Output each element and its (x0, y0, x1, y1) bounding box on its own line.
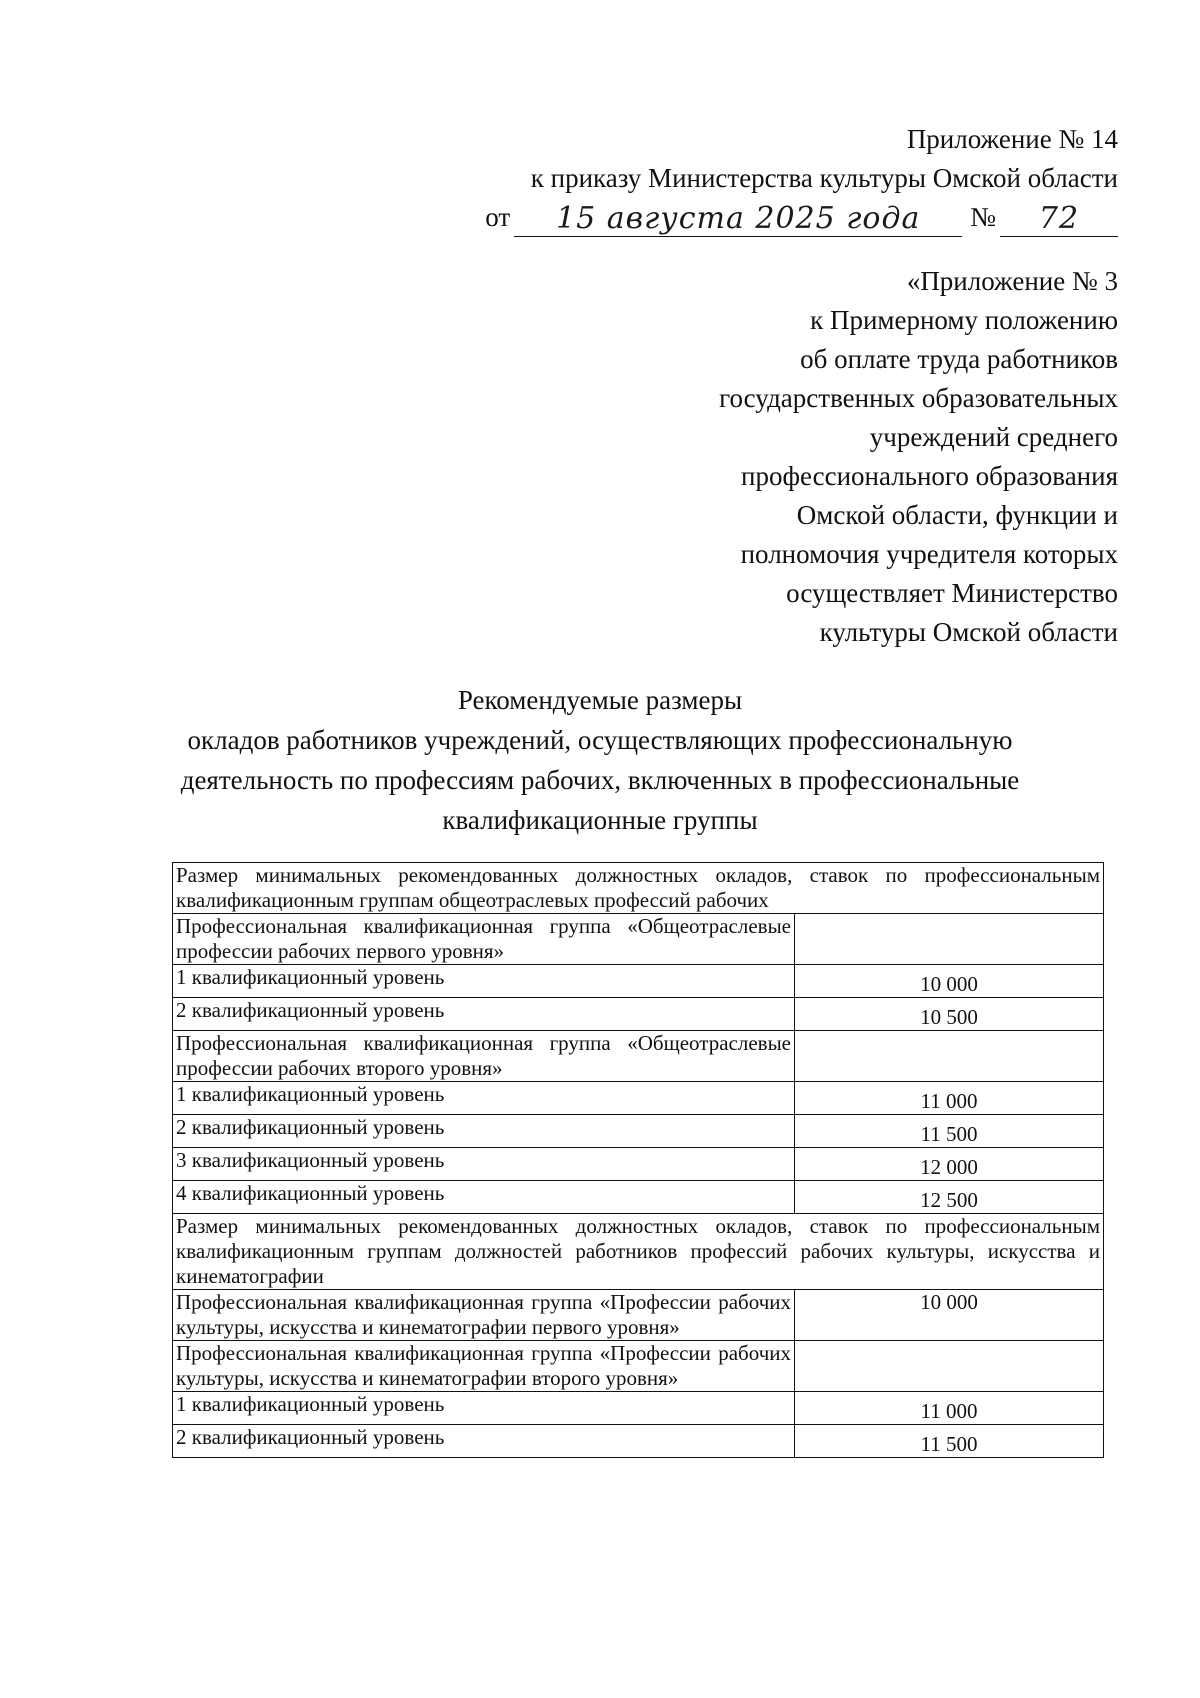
group-value-empty (795, 1341, 1104, 1392)
group-row (173, 1290, 1104, 1341)
level-value: 10 000 (795, 965, 1104, 998)
appendix3-line: учреждений среднего (869, 422, 1118, 452)
level-label: 1 квалификационный уровень (173, 965, 795, 998)
section-row (173, 863, 1104, 914)
appendix3-line: «Приложение № 3 (906, 266, 1118, 296)
appendix3-line: культуры Омской области (819, 617, 1118, 647)
group-row (173, 1341, 1104, 1392)
appendix-3-reference (719, 262, 1118, 652)
table-row (173, 1082, 1104, 1115)
appendix3-line: к Примерному положению (810, 305, 1118, 335)
table-row (173, 1148, 1104, 1181)
document-title (0, 680, 1200, 840)
level-label: 3 квалификационный уровень (173, 1148, 795, 1181)
date-prefix: от (485, 202, 511, 232)
ministry-order-line: к приказу Министерства культуры Омской области (530, 163, 1118, 193)
group-label: Профессиональная квалификационная группа «Общеотраслевые профессии рабочих второго уровня» (173, 1031, 795, 1082)
appendix3-line: полномочия учредителя которых (740, 539, 1118, 569)
level-value: 11 500 (795, 1425, 1104, 1458)
level-label: 1 квалификационный уровень (173, 1392, 795, 1425)
group-value-empty (795, 914, 1104, 965)
level-value: 12 500 (795, 1181, 1104, 1214)
level-value: 10 500 (795, 998, 1104, 1031)
title-line: деятельность по профессиям рабочих, включенных в профессиональные (180, 765, 1020, 795)
table-row (173, 1115, 1104, 1148)
section-row (173, 1214, 1104, 1290)
appendix3-line: Омской области, функции и (796, 500, 1118, 530)
salary-table (172, 862, 1104, 1458)
group-label: Профессиональная квалификационная группа «Профессии рабочих культуры, искусства и кинематографии первого уровня» (173, 1290, 795, 1341)
table-row (173, 1392, 1104, 1425)
order-reference (485, 120, 1118, 237)
appendix3-line: осуществляет Министерство (786, 578, 1118, 608)
level-value: 11 000 (795, 1392, 1104, 1425)
title-line: окладов работников учреждений, осуществляющих профессиональную (187, 725, 1013, 755)
handwritten-number: 72 (1000, 202, 1118, 237)
appendix-14-line: Приложение № 14 (906, 124, 1118, 154)
number-sign: № (970, 202, 996, 232)
table-row (173, 965, 1104, 998)
appendix3-line: государственных образовательных (719, 383, 1118, 413)
level-label: 2 квалификационный уровень (173, 998, 795, 1031)
table-row (173, 1425, 1104, 1458)
order-date-line (485, 198, 1118, 237)
level-label: 4 квалификационный уровень (173, 1181, 795, 1214)
group-value: 10 000 (795, 1290, 1104, 1341)
level-label: 1 квалификационный уровень (173, 1082, 795, 1115)
level-value: 11 500 (795, 1115, 1104, 1148)
appendix3-line: об оплате труда работников (800, 344, 1118, 374)
group-label: Профессиональная квалификационная группа «Общеотраслевые профессии рабочих первого уровня» (173, 914, 795, 965)
level-label: 2 квалификационный уровень (173, 1115, 795, 1148)
section-header-culture: Размер минимальных рекомендованных должностных окладов, ставок по профессиональным квалификационным группам должностей работников профессий рабочих культуры, искусства и кинематографии (173, 1214, 1104, 1290)
appendix3-line: профессионального образования (741, 461, 1118, 491)
handwritten-date: 15 августа 2025 года (514, 202, 962, 237)
level-value: 11 000 (795, 1082, 1104, 1115)
group-label: Профессиональная квалификационная группа «Профессии рабочих культуры, искусства и кинематографии второго уровня» (173, 1341, 795, 1392)
group-value-empty (795, 1031, 1104, 1082)
title-line: Рекомендуемые размеры (457, 685, 743, 715)
level-value: 12 000 (795, 1148, 1104, 1181)
section-header-general: Размер минимальных рекомендованных должностных окладов, ставок по профессиональным квалификационным группам общеотраслевых профессий рабочих (173, 863, 1104, 914)
level-label: 2 квалификационный уровень (173, 1425, 795, 1458)
title-line: квалификационные группы (442, 805, 758, 835)
table-row (173, 998, 1104, 1031)
group-row (173, 1031, 1104, 1082)
table-row (173, 1181, 1104, 1214)
group-row (173, 914, 1104, 965)
